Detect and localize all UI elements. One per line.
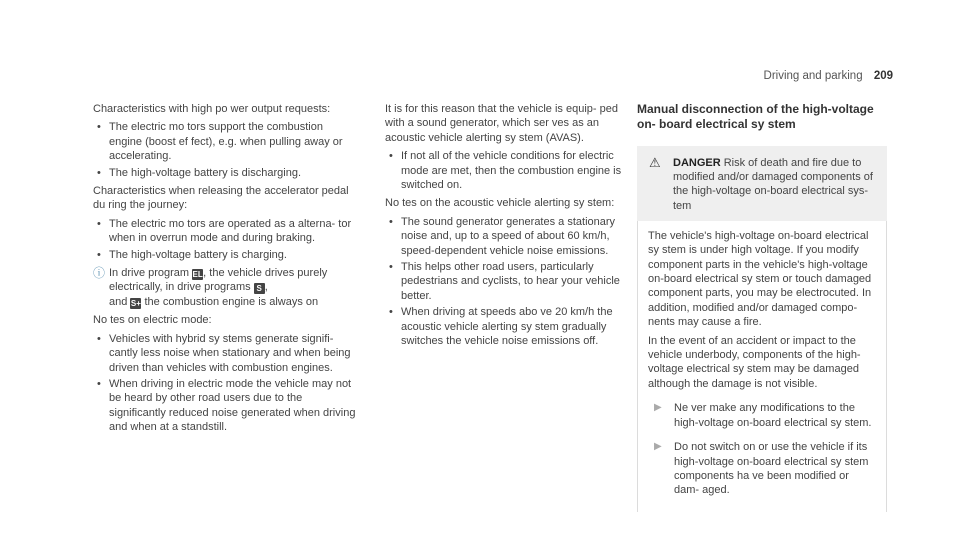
note-text: ,	[264, 281, 268, 294]
danger-body	[637, 221, 887, 512]
action-item	[648, 401, 876, 430]
bullet-list	[385, 149, 625, 192]
list-item: • The electric mo tors are operated as a alterna‐ tor when in overrun mode and during braking.	[93, 217, 358, 246]
warning-triangle-icon: ⚠	[649, 155, 661, 170]
danger-text: Risk of death and fire due to modified and/or damaged components of the high-voltage on-board electrical sys‐ tem	[673, 157, 873, 212]
list-item: • When driving at speeds abo ve 20 km/h the acoustic vehicle alerting sy stem gradually switches the vehicle noise emissions off.	[385, 305, 625, 348]
right-column	[637, 102, 887, 512]
action-text: Do not switch on or use the vehicle if its high-voltage on-board electrical sy stem components ha ve been modified or dam‐ aged.	[674, 441, 869, 497]
bullet-list	[385, 215, 625, 349]
list-item: • The electric mo tors support the combustion engine (boost ef fect), e.g. when pulling away or accelerating.	[93, 120, 358, 163]
page-number: 209	[873, 70, 893, 82]
list-item: • When driving in electric mode the vehicle may not be heard by other road users due to the significantly reduced noise generated when driving and when at a standstill.	[93, 377, 358, 435]
info-note	[93, 266, 358, 309]
action-arrow-icon: ▶	[654, 441, 662, 453]
drive-program-el-icon: EL	[192, 270, 203, 280]
page-header	[764, 70, 893, 82]
list-item: • Vehicles with hybrid sy stems generate signifi‐ cantly less noise when stationary and when being driven than vehicles with combustion engines.	[93, 332, 358, 375]
bullet-list	[93, 332, 358, 435]
note-text: the combustion engine is always on	[144, 295, 319, 308]
action-arrow-icon: ▶	[654, 402, 662, 414]
drive-program-splus-icon: S+	[130, 298, 141, 308]
bullet-list	[93, 217, 358, 262]
section-title: Driving and parking	[763, 70, 863, 82]
paragraph: Characteristics when releasing the accelerator pedal du ring the journey:	[93, 185, 349, 212]
left-column	[93, 102, 358, 439]
middle-column	[385, 102, 625, 353]
list-item: • This helps other road users, particularly pedestrians and cyclists, to hear your vehicle better.	[385, 260, 625, 303]
note-text: and	[109, 295, 128, 308]
danger-label: DANGER	[673, 157, 721, 169]
note-text: In drive program	[109, 267, 190, 280]
list-item: • If not all of the vehicle conditions for electric mode are met, then the combustion engine is switched on.	[385, 149, 625, 192]
paragraph: No tes on electric mode:	[93, 314, 212, 327]
action-item	[648, 440, 876, 498]
action-text: Ne ver make any modifications to the high-voltage on-board electrical sy stem.	[674, 402, 872, 429]
bullet-list	[93, 120, 358, 180]
info-icon: ⓘ	[93, 266, 106, 281]
section-heading: Manual disconnection of the high-voltage on- board electrical sy stem	[637, 102, 874, 131]
list-item: • The high-voltage battery is discharging.	[93, 166, 358, 180]
paragraph: In the event of an accident or impact to the vehicle underbody, components of the high- voltage electrical sy stem may be damaged although the damage is not visible.	[648, 334, 861, 390]
paragraph: Characteristics with high po wer output requests:	[93, 103, 331, 115]
paragraph: No tes on the acoustic vehicle alerting sy stem:	[385, 197, 615, 210]
paragraph: The vehicle's high-voltage on-board electrical sy stem is under high voltage. If you modify component parts in the vehicle's high-voltage on-board electrical sy stem or touch damaged component parts, you may be electrocuted. In addition, modified and/or damaged compo‐ nents may cause a fire.	[648, 229, 872, 329]
list-item: • The sound generator generates a stationary noise and, up to a speed of about 60 km/h, speed-dependent vehicle noise emissions.	[385, 215, 625, 258]
danger-warning	[637, 146, 887, 221]
drive-program-s-icon: S	[254, 283, 265, 294]
paragraph: It is for this reason that the vehicle is equip‐ ped with a sound generator, which ser ves as an acoustic vehicle alerting sy stem (AVAS).	[385, 103, 618, 144]
list-item: • The high-voltage battery is charging.	[93, 248, 358, 262]
note-text: , the vehicle drives purely electrically, in drive programs	[109, 267, 328, 294]
